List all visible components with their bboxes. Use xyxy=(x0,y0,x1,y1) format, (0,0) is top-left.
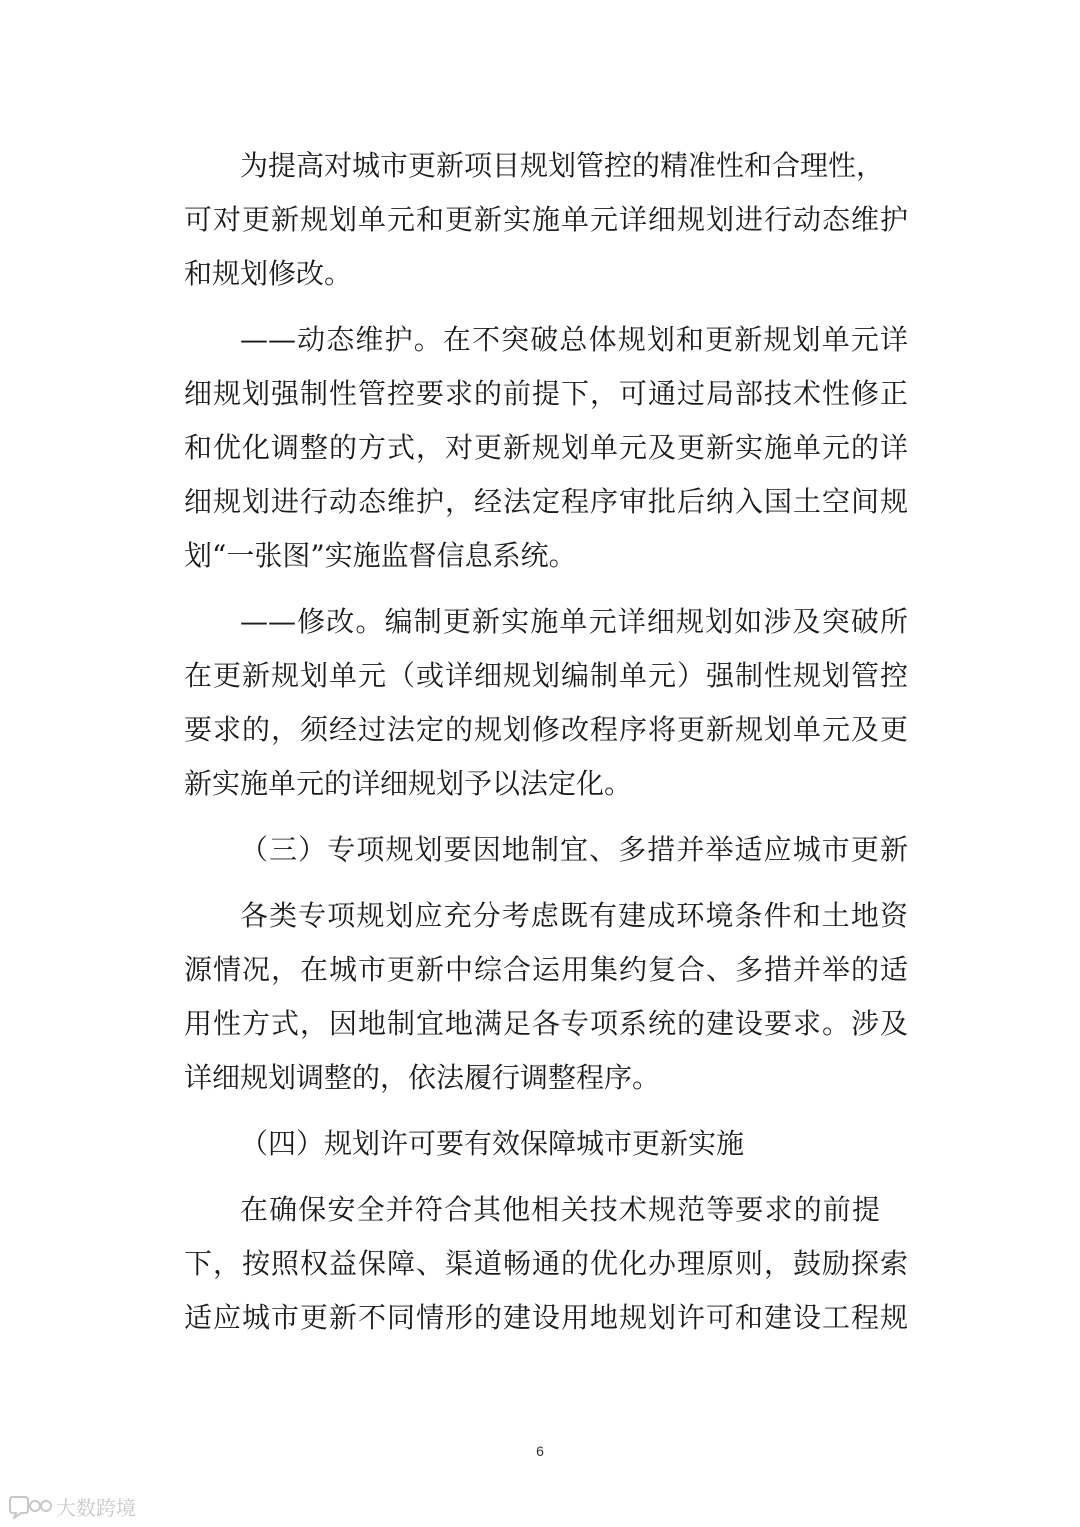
watermark-text: 大数跨境 xyxy=(56,1495,136,1520)
paragraph-line: 下，按照权益保障、渠道畅通的优化办理原则，鼓励探索 xyxy=(184,1247,908,1280)
paragraph-line: 和规划修改。 xyxy=(184,257,353,290)
paragraph-line: 用性方式，因地制宜地满足各专项系统的建设要求。涉及 xyxy=(184,1007,908,1040)
paragraph-line: 和优化调整的方式，对更新规划单元及更新实施单元的详 xyxy=(184,431,908,464)
paragraph-line: 细规划强制性管控要求的前提下，可通过局部技术性修正 xyxy=(184,377,908,410)
paragraph-line: 在更新规划单元（或详细规划编制单元）强制性规划管控 xyxy=(184,659,908,692)
paragraph-line: 新实施单元的详细规划予以法定化。 xyxy=(184,767,633,800)
paragraph-line: ——动态维护。在不突破总体规划和更新规划单元详 xyxy=(240,323,908,356)
chat-bubble-logo-icon xyxy=(8,1493,52,1519)
paragraph-line: 为提高对城市更新项目规划管控的精准性和合理性， xyxy=(240,149,885,182)
page-number: 6 xyxy=(536,1443,544,1459)
paragraph-line: 各类专项规划应充分考虑既有建成环境条件和土地资 xyxy=(240,899,908,932)
paragraph-line: 细规划进行动态维护，经法定程序审批后纳入国土空间规 xyxy=(184,485,908,518)
paragraph-line: 详细规划调整的，依法履行调整程序。 xyxy=(184,1061,661,1094)
paragraph-line: 要求的，须经过法定的规划修改程序将更新规划单元及更 xyxy=(184,713,908,746)
section-heading: （三）专项规划要因地制宜、多措并举适应城市更新 xyxy=(240,833,908,866)
paragraph-line: 源情况，在城市更新中综合运用集约复合、多措并举的适 xyxy=(184,953,908,986)
section-heading: （四）规划许可要有效保障城市更新实施 xyxy=(240,1127,745,1160)
paragraph-line: ——修改。编制更新实施单元详细规划如涉及突破所 xyxy=(240,605,908,638)
watermark xyxy=(8,1492,136,1520)
paragraph-line: 在确保安全并符合其他相关技术规范等要求的前提 xyxy=(240,1193,880,1226)
paragraph-line: 可对更新规划单元和更新实施单元详细规划进行动态维护 xyxy=(184,203,908,236)
paragraph-line: 适应城市更新不同情形的建设用地规划许可和建设工程规 xyxy=(184,1301,908,1334)
paragraph-line: 划“一张图”实施监督信息系统。 xyxy=(184,539,577,572)
